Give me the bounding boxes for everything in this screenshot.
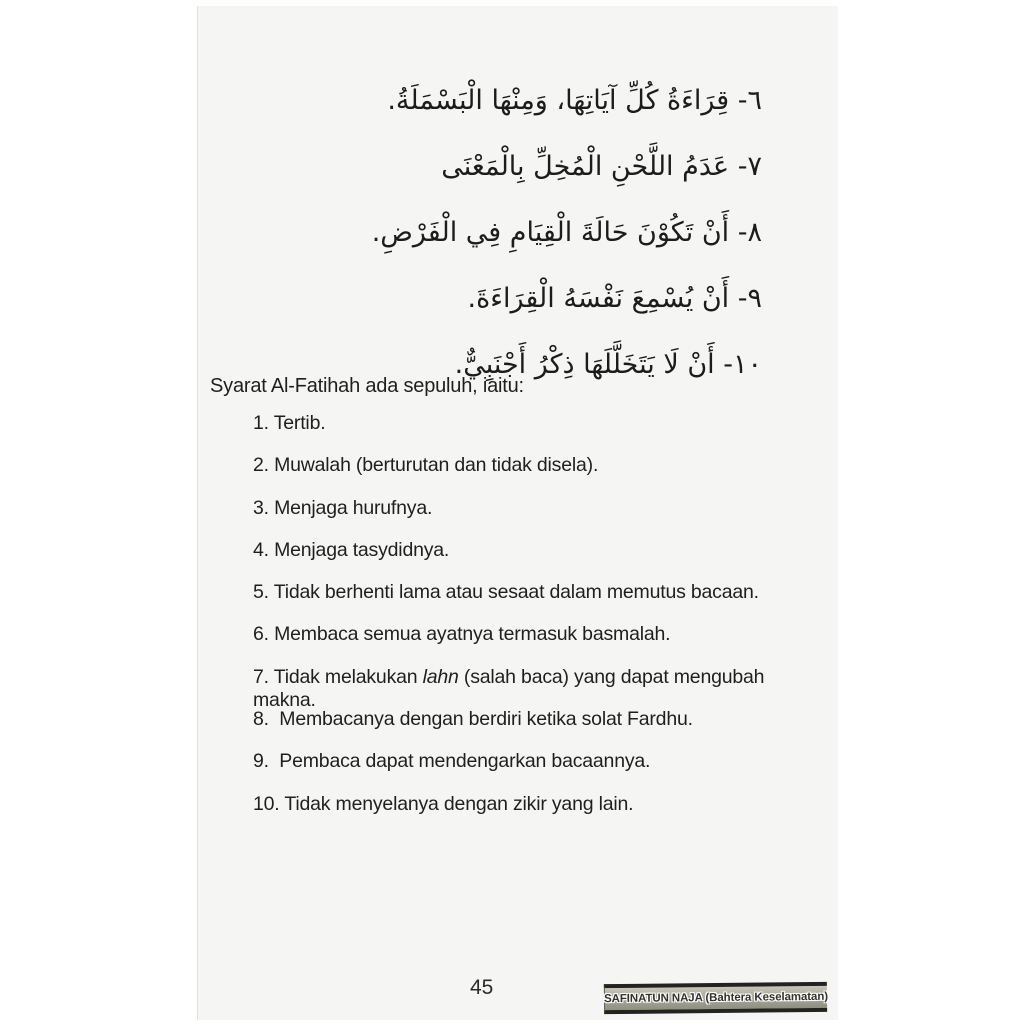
list-item-text: 10. Tidak menyelanya dengan zikir yang lain. (253, 792, 634, 815)
list-item-italic: lahn (422, 665, 459, 688)
list-item-text: (salah baca) yang dapat mengubah makna. (253, 665, 770, 711)
section-heading: Syarat Al-Fatihah ada sepuluh, iaitu: (210, 375, 524, 397)
list-item (253, 539, 818, 581)
arabic-numbered-list (238, 68, 762, 398)
list-item (253, 581, 818, 623)
list-item-text: 2. Muwalah (berturutan dan tidak disela). (253, 454, 599, 477)
book-page (198, 6, 838, 1020)
syarat-list (253, 412, 818, 835)
arabic-item-9: ٩- أَنْ يُسْمِعَ نَفْسَهُ الْقِرَاءَةَ. (467, 283, 762, 314)
list-item (253, 750, 818, 792)
arabic-item-7: ٧- عَدَمُ اللَّحْنِ الْمُخِلِّ بِالْمَعْنَى (441, 151, 762, 182)
list-item (253, 708, 818, 750)
footer-badge-label: SAFINATUN NAJA (Bahtera Keselamatan) (604, 990, 829, 1006)
list-item-text: 8. Membacanya dengan berdiri ketika solat Fardhu. (253, 708, 693, 731)
page-number: 45 (470, 976, 494, 999)
list-item-text: 1. Tertib. (253, 412, 326, 434)
arabic-item-8: ٨- أَنْ تَكُوْنَ حَالَةَ الْقِيَامِ فِي الْفَرْضِ. (371, 217, 762, 248)
list-item-text: 7. Tidak melakukan (253, 665, 423, 688)
list-item (253, 412, 818, 454)
list-item (253, 454, 818, 496)
list-item (253, 623, 818, 665)
list-item-text: 4. Menjaga tasydidnya. (253, 538, 450, 561)
list-item (253, 497, 818, 539)
list-item-text: 9. Pembaca dapat mendengarkan bacaannya. (253, 750, 651, 773)
arabic-item-6: ٦- قِرَاءَةُ كُلِّ آيَاتِهَا، وَمِنْهَا الْبَسْمَلَةُ. (387, 85, 762, 116)
list-item-text: 3. Menjaga hurufnya. (253, 496, 433, 519)
list-item (253, 665, 818, 711)
footer-badge (604, 982, 827, 1014)
list-item-text: 6. Membaca semua ayatnya termasuk basmalah. (253, 623, 671, 646)
list-item (253, 793, 818, 835)
list-item-text: 5. Tidak berhenti lama atau sesaat dalam memutus bacaan. (253, 581, 759, 604)
arabic-item-10: ١٠- أَنْ لَا يَتَخَلَّلَهَا ذِكْرُ أَجْنَبِيٌّ. (454, 349, 762, 380)
